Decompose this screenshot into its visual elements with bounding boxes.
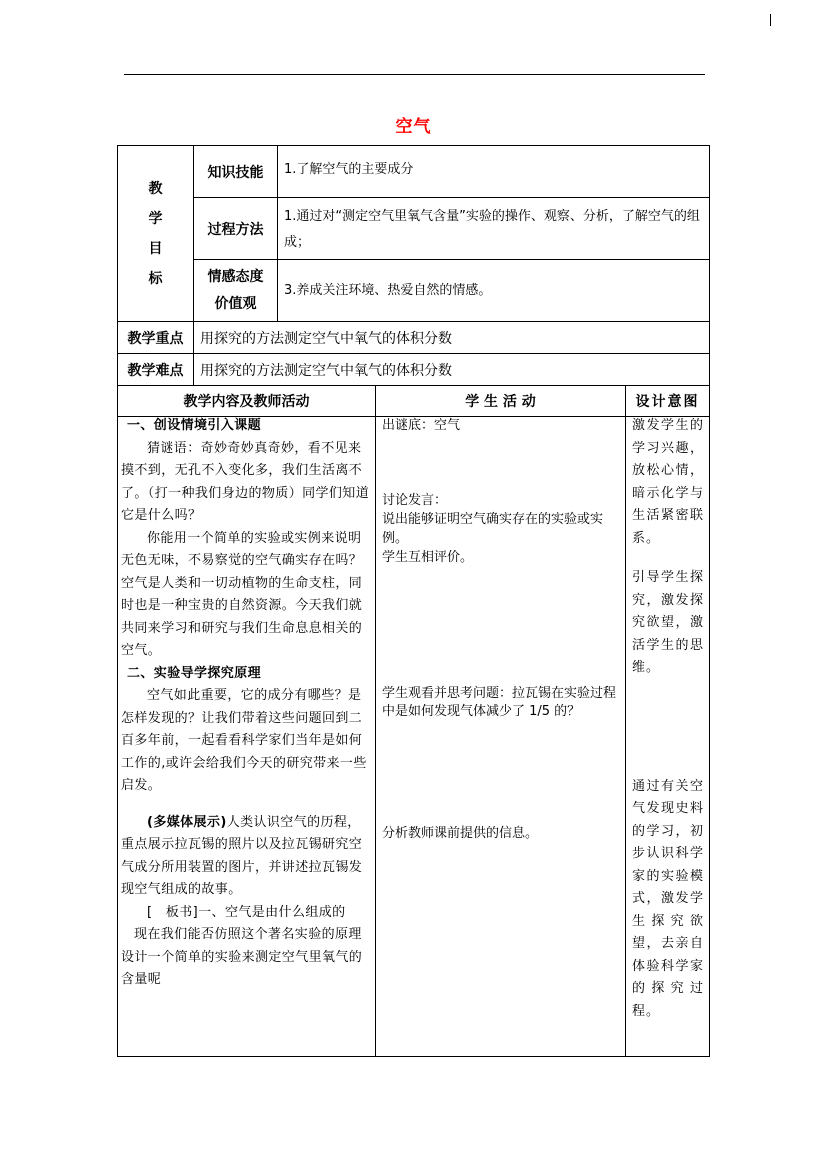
knowledge-skill-text: 1.了解空气的主要成分 [284,162,414,177]
riddle-paragraph: 猜谜语：奇妙奇妙真奇妙，看不见来摸不到，无孔不入变化多，我们生活离不了。（打一种我们身边的物质）同学们知道它是什么吗？ [121,440,370,523]
header-rule [124,74,705,75]
objectives-label-char: 标 [148,270,163,287]
multimedia-text: 人类认识空气的历程，重点展示拉瓦锡的照片以及拉瓦锡研究空气成分所用装置的图片，并讲述拉瓦锡发现空气组成的故事。 [121,814,363,897]
knowledge-skill-label: 知识技能 [207,164,264,181]
objectives-label-char: 学 [148,210,163,227]
corner-mark [770,14,771,26]
key-point-label: 教学重点 [127,330,184,347]
student-activities [382,415,622,843]
design-experiment-paragraph: 现在我们能否仿照这个著名实验的原理设计一个简单的实验来测定空气里氧气的含量呢 [121,927,363,987]
objectives-label-char: 教 [148,180,163,197]
attitude-values-label-line2: 价值观 [214,296,257,312]
student-observe-question: 学生观看并思考问题：拉瓦锡在实验过程中是如何发现气体减少了 1/5 的？ [382,686,617,719]
difficulty-text: 用探究的方法测定空气中氧气的体积分数 [200,362,452,379]
student-peer-review: 学生互相评价。 [382,550,474,565]
student-riddle-answer: 出谜底：空气 [382,418,461,433]
multimedia-tag: (多媒体展示) [147,814,227,830]
attitude-values-label-line1: 情感态度 [207,269,264,285]
section1-title: 一、创设情境引入课题 [127,418,262,433]
intent-column-header: 设计意图 [635,394,700,410]
air-importance-paragraph: 空气是人类和一切动植物的生命支柱，同时也是一种宝贵的自然资源。今天我们就共同来学习和研究与我们生命息息相关的空气。 [121,575,363,658]
intent-history-learning: 通过有关空气发现史料的学习，初步认识科学家的实验模式，激发学生探究欲望，去亲自体验科学家的探究过程。 [632,778,704,1019]
page-title: 空气 [395,117,432,137]
design-intent [632,415,704,1023]
teacher-column-header: 教学内容及教师活动 [183,394,310,410]
attitude-values-label [194,264,277,321]
teacher-activities [121,415,371,992]
process-method-label: 过程方法 [207,221,264,238]
section2-title: 二、实验导学探究原理 [127,665,262,681]
objectives-label [118,146,193,321]
intent-motivation: 激发学生的学习兴趣，放松心情，暗示化学与生活紧密联系。 [632,418,704,546]
student-discussion: 讨论发言： [382,493,448,508]
student-column-header: 学 生 活 动 [465,394,536,410]
student-examples: 说出能够证明空气确实存在的实验或实例。 [382,512,604,546]
experiment-question-paragraph: 你能用一个简单的实验或实例来说明无色无味，不易察觉的空气确实存在吗？ [121,530,363,568]
attitude-values-text: 3.养成关注环境、热爱自然的情感。 [284,282,492,298]
board-note: [ 板书]一、空气是由什么组成的 [147,904,346,920]
student-analyze-info: 分析教师课前提供的信息。 [382,826,539,841]
process-method-text: 1.通过对“测定空气里氧气含量”实验的操作、观察、分析，了解空气的组成； [284,209,700,250]
difficulty-label: 教学难点 [127,362,184,379]
intent-guide-inquiry: 引导学生探究，激发探究欲望，激活学生的思维。 [632,570,704,675]
history-paragraph: 空气如此重要，它的成分有哪些？是怎样发现的？让我们带着这些问题回到二百多年前，一起看看科学家们当年是如何工作的,或许会给我们今天的研究带来一些启发。 [121,688,367,793]
multimedia-paragraph [121,812,371,902]
objectives-label-char: 目 [148,240,163,257]
key-point-text: 用探究的方法测定空气中氧气的体积分数 [200,330,452,347]
